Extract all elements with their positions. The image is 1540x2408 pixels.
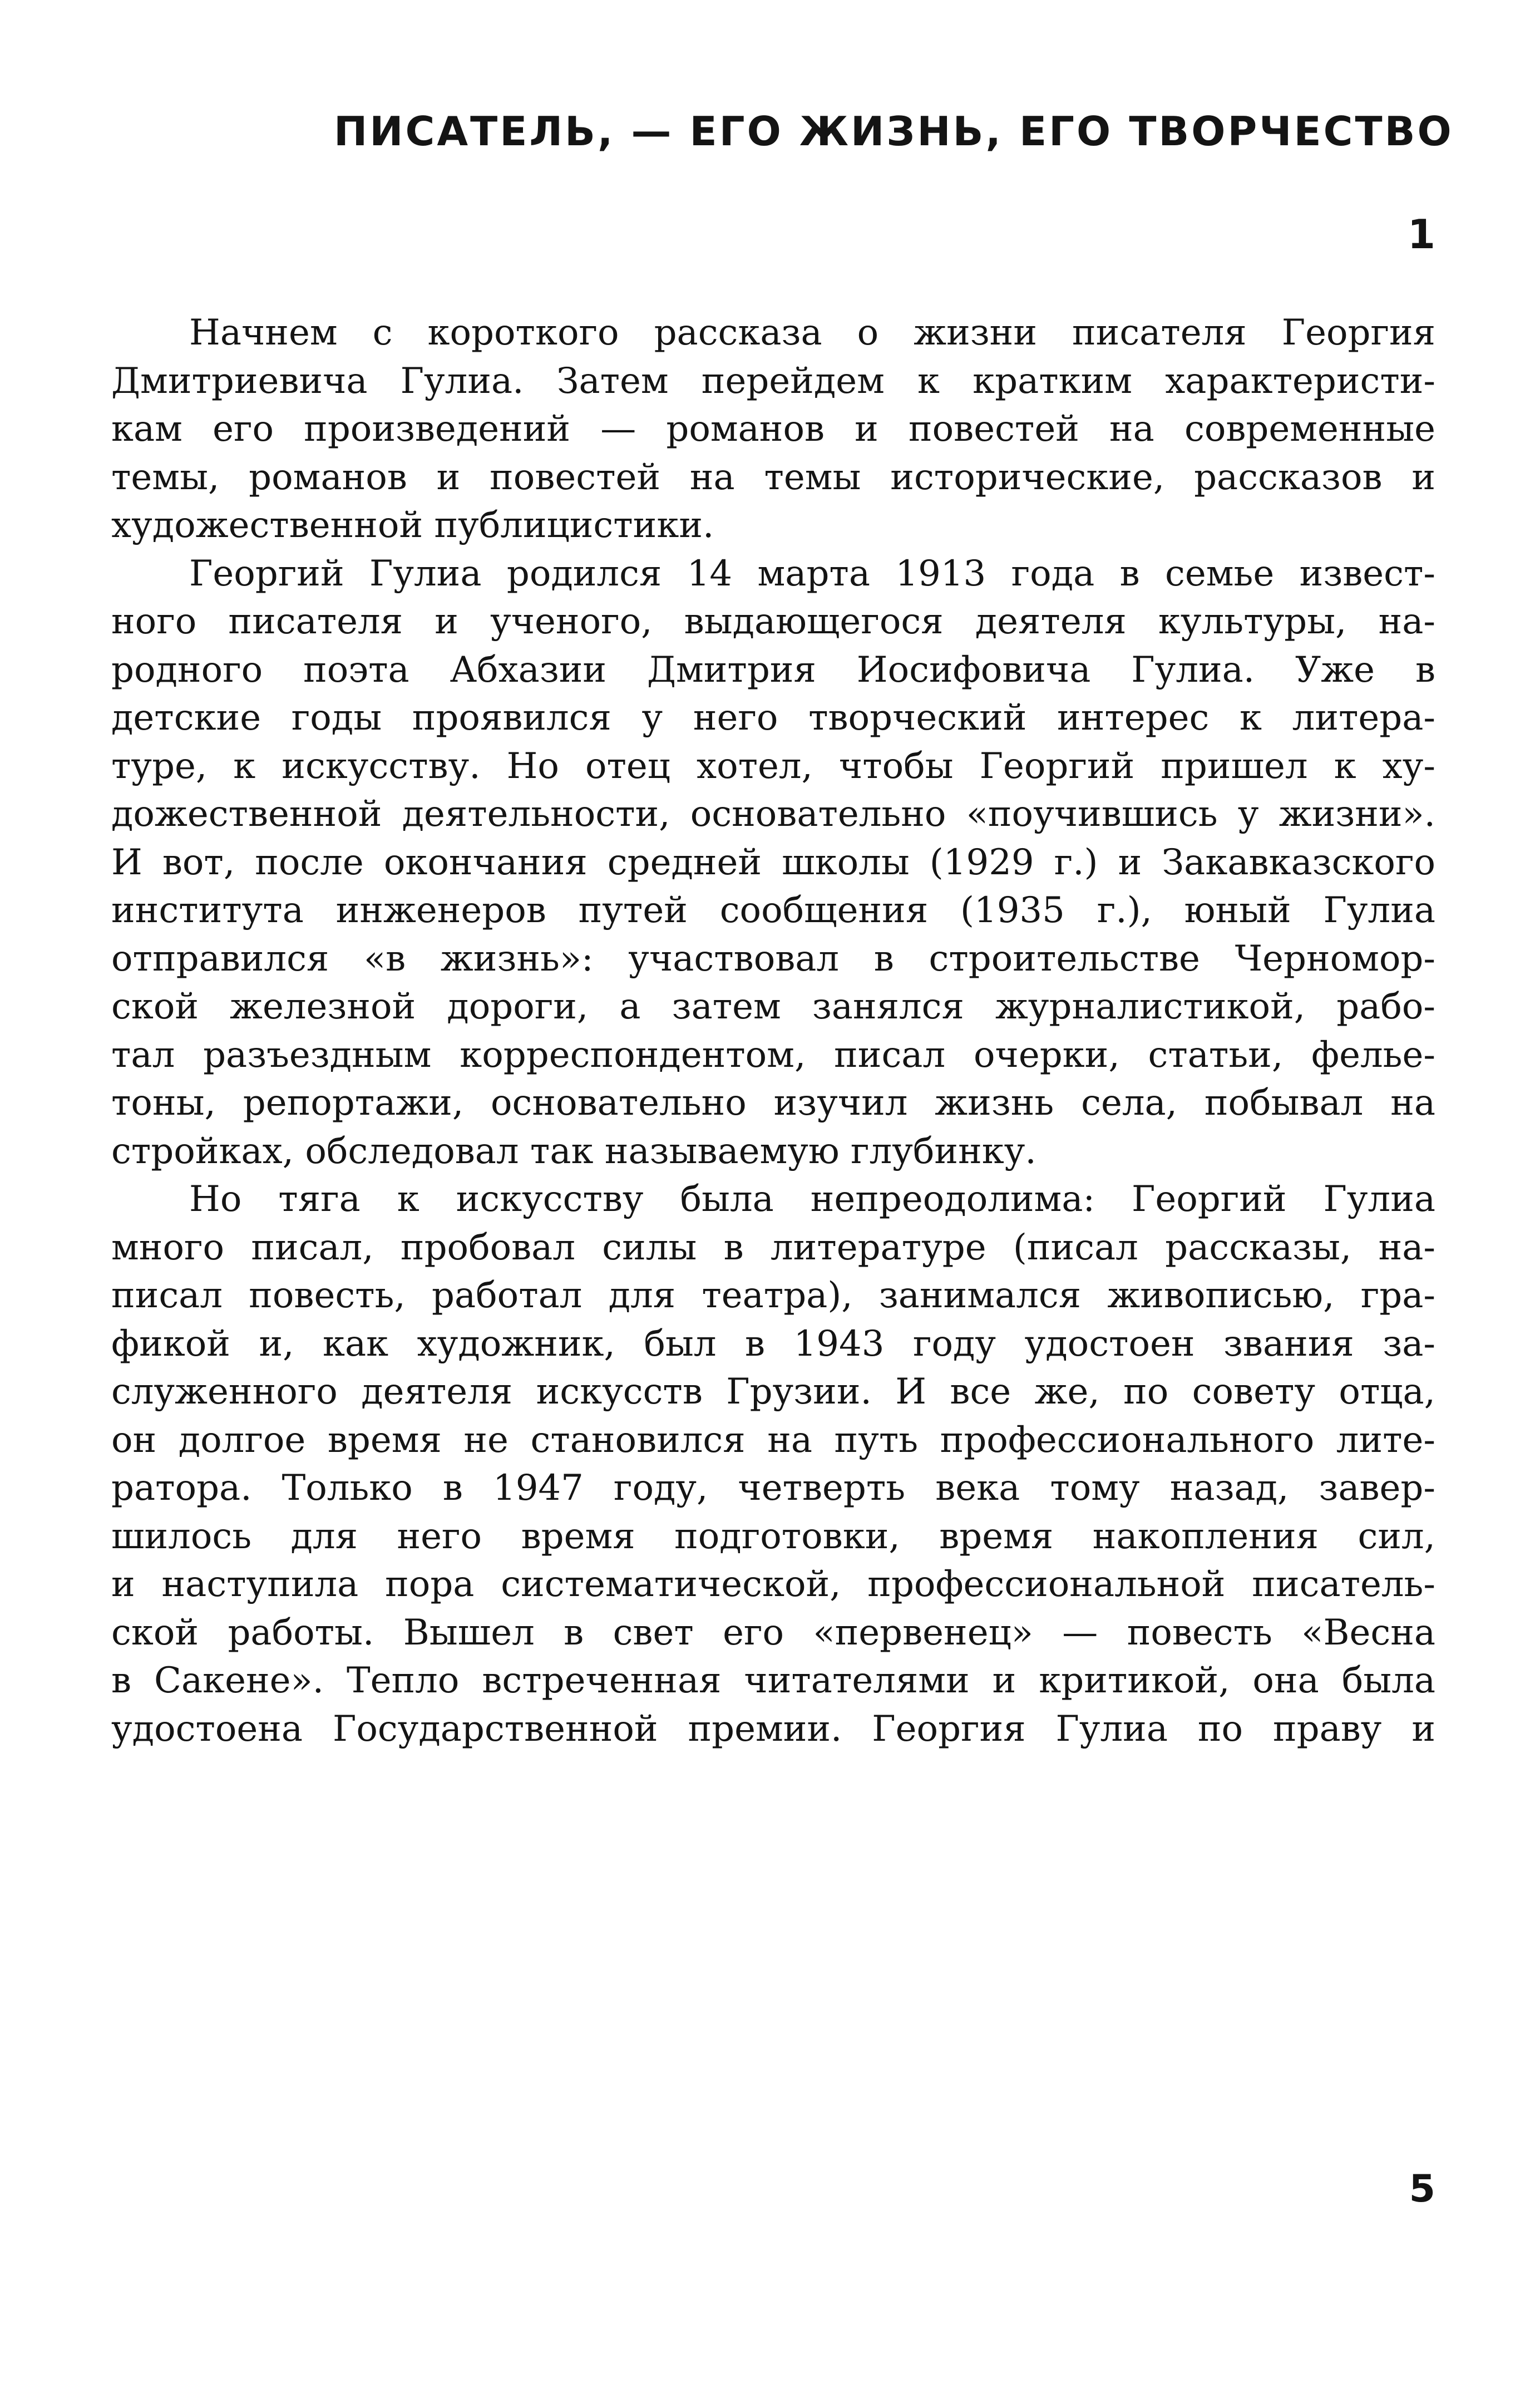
- text-line: ской работы. Вышел в свет его «первенец» — повесть «Весна: [111, 1612, 1435, 1653]
- text-line: ного писателя и ученого, выдающегося деятеля культуры, на-: [111, 601, 1435, 642]
- text-line: института инженеров путей сообщения (1935 г.), юный Гулиа: [111, 890, 1435, 931]
- text-line: тоны, репортажи, основательно изучил жизнь села, побывал на: [111, 1082, 1435, 1124]
- text-line: детские годы проявился у него творческий интерес к литера-: [111, 697, 1435, 738]
- text-line: художественной публицистики.: [111, 505, 714, 546]
- text-line: Георгий Гулиа родился 14 марта 1913 года в семье извест-: [189, 553, 1435, 594]
- text-line: ской железной дороги, а затем занялся журналистикой, рабо-: [111, 986, 1435, 1027]
- text-line: туре, к искусству. Но отец хотел, чтобы Георгий пришел к ху-: [111, 745, 1435, 787]
- text-line: удостоена Государственной премии. Георгия Гулиа по праву и: [111, 1708, 1435, 1750]
- paragraph: [111, 1175, 1435, 1753]
- text-line: Но тяга к искусству была непреодолима: Георгий Гулиа: [189, 1179, 1435, 1220]
- text-line: Дмитриевича Гулиа. Затем перейдем к кратким характеристи-: [111, 360, 1435, 402]
- text-line: родного поэта Абхазии Дмитрия Иосифовича Гулиа. Уже в: [111, 649, 1435, 691]
- text-line: писал повесть, работал для театра), занимался живописью, гра-: [111, 1275, 1435, 1316]
- chapter-number: 1: [1407, 211, 1435, 258]
- text-line: служенного деятеля искусств Грузии. И все же, по совету отца,: [111, 1371, 1435, 1412]
- text-line: много писал, пробовал силы в литературе (писал рассказы, на-: [111, 1227, 1435, 1268]
- text-line: дожественной деятельности, основательно «поучившись у жизни».: [111, 794, 1435, 835]
- chapter-heading: ПИСАТЕЛЬ, — ЕГО ЖИЗНЬ, ЕГО ТВОРЧЕСТВО: [334, 108, 1454, 155]
- body-text: [111, 309, 1435, 1753]
- text-line: в Сакене». Тепло встреченная читателями и критикой, она была: [111, 1660, 1435, 1701]
- text-line: отправился «в жизнь»: участвовал в строительстве Черномор-: [111, 938, 1435, 979]
- page-number: 5: [1409, 2167, 1435, 2211]
- text-line: шилось для него время подготовки, время накопления сил,: [111, 1515, 1435, 1557]
- text-line: И вот, после окончания средней школы (1929 г.) и Закавказского: [111, 841, 1435, 883]
- text-line: Начнем с короткого рассказа о жизни писателя Георгия: [189, 312, 1435, 353]
- text-line: фикой и, как художник, был в 1943 году удостоен звания за-: [111, 1323, 1435, 1365]
- text-line: и наступила пора систематической, профессиональной писатель-: [111, 1564, 1435, 1605]
- text-line: ратора. Только в 1947 году, четверть века тому назад, завер-: [111, 1468, 1435, 1509]
- paragraph: [111, 309, 1435, 550]
- text-line: стройках, обследовал так называемую глубинку.: [111, 1130, 1036, 1172]
- text-line: темы, романов и повестей на темы исторические, рассказов и: [111, 456, 1435, 498]
- text-line: тал разъездным корреспондентом, писал очерки, статьи, фелье-: [111, 1034, 1435, 1076]
- text-line: кам его произведений — романов и повестей на современные: [111, 408, 1435, 450]
- paragraph: [111, 550, 1435, 1176]
- text-line: он долгое время не становился на путь профессионального лите-: [111, 1419, 1435, 1461]
